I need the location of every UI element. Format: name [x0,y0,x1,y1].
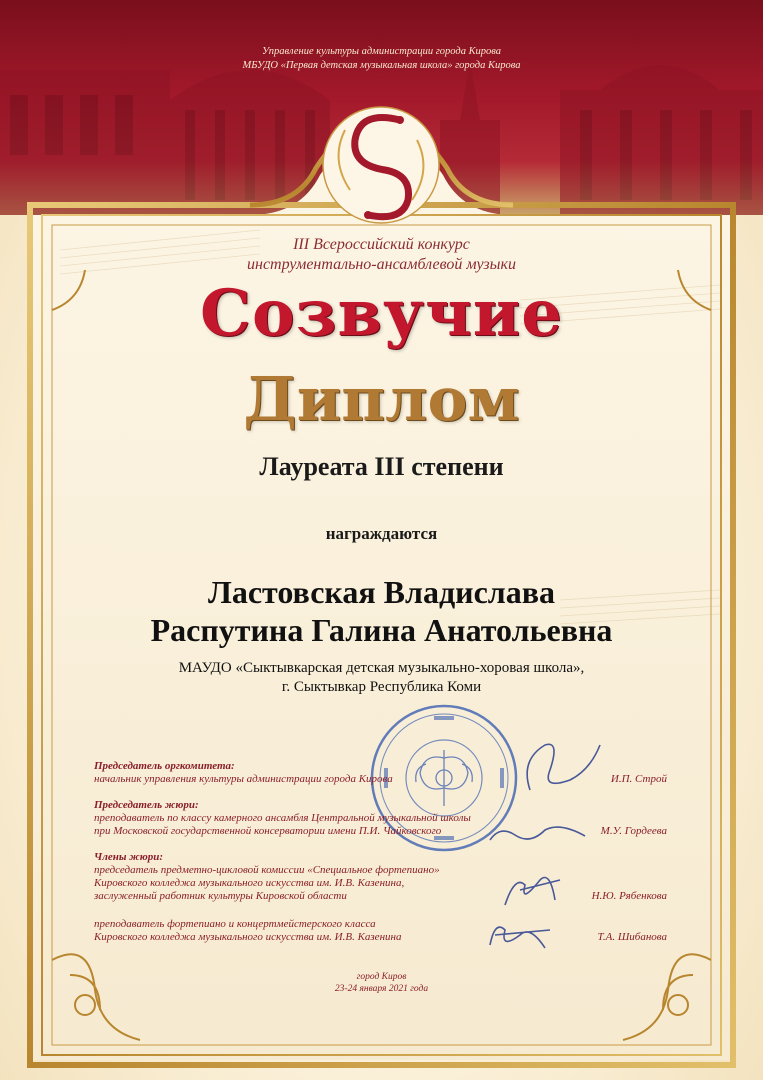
org-chair-role: начальник управления культуры администрации города Кирова [94,773,393,785]
member2-name: Т.А. Шибанова [597,931,667,943]
institution-line-2: г. Сыктывкар Республика Коми [281,679,482,695]
jury-chair-heading: Председатель жюри: [94,799,199,811]
city-label: город Киров [356,972,407,982]
member2-role-2: Кировского колледжа музыкального искусства им. И.В. Казенина [94,931,402,943]
jury-chair-name: М.У. Гордеева [600,825,667,837]
diploma-title: Диплом [243,365,520,435]
date-label: 23-24 января 2021 года [334,984,429,994]
contest-emblem [0,0,763,230]
member1-role-2: Кировского колледжа музыкального искусства им. И.В. Казенина, [94,877,405,889]
org-chair-name: И.П. Строй [610,773,667,785]
award-degree: Лауреата III степени [259,452,504,481]
member2-role-1: преподаватель фортепиано и концертмейстерского класса [94,918,376,930]
institution-line-1: МАУДО «Сыктывкарская детская музыкально-хоровая школа», [178,660,585,676]
member1-role-3: заслуженный работник культуры Кировской области [94,890,347,902]
awarded-label: награждаются [325,524,438,543]
recipient-name-1: Ластовская Владислава [207,574,556,610]
contest-subtitle-1: III Всероссийский конкурс [293,236,470,253]
member1-role-1: председатель предметно-цикловой комиссии «Специальное фортепиано» [94,864,440,876]
organizer-line-2: МБУДО «Первая детская музыкальная школа» города Кирова [242,60,521,71]
org-chair-heading: Председатель оргкомитета: [94,760,235,772]
recipient-name-2: Распутина Галина Анатольевна [150,612,613,648]
jury-chair-role-1: преподаватель по классу камерного ансамбля Центральной музыкальной школы [94,812,471,824]
contest-subtitle-2: инструментально-ансамблевой музыки [247,256,516,273]
contest-name: Созвучие [200,276,563,351]
member1-name: Н.Ю. Рябенкова [591,890,667,902]
members-heading: Члены жюри: [94,851,164,863]
jury-chair-role-2: при Московской государственной консерватории имени П.И. Чайковского [94,825,442,837]
organizer-line-1: Управление культуры администрации города Кирова [261,46,502,57]
